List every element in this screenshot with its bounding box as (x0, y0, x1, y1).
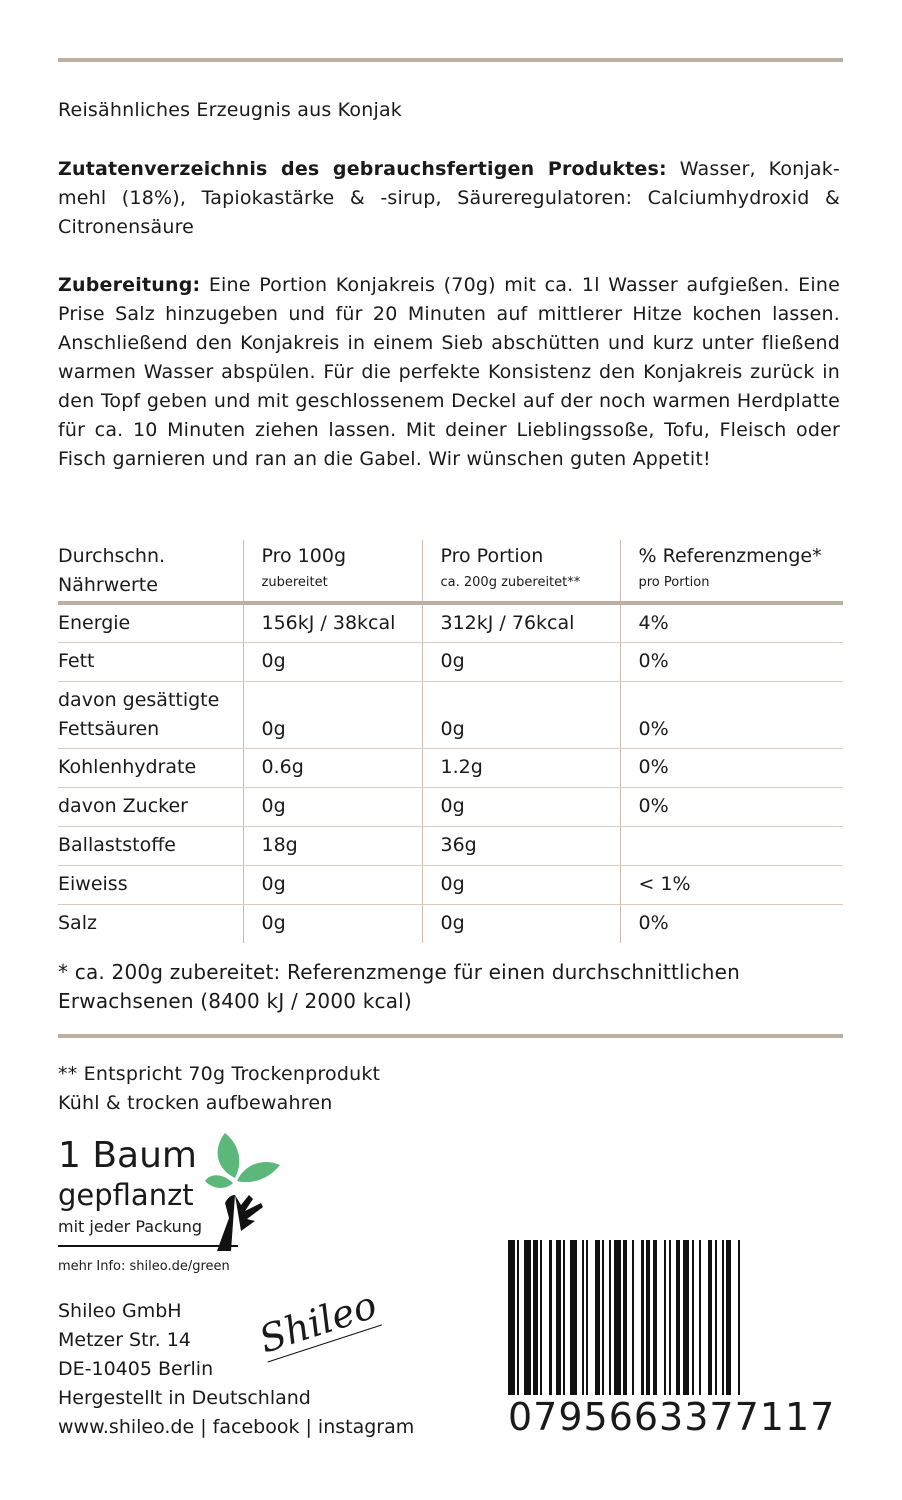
made-in: Hergestellt in Deutschland (58, 1387, 311, 1409)
table-row (58, 865, 843, 904)
tree-info: mehr Info: shileo.de/green (58, 1259, 230, 1274)
bottom-divider (58, 1034, 843, 1038)
top-divider (58, 58, 843, 62)
tree-line1: 1 Baum (58, 1135, 197, 1176)
table-cell: 312kJ / 76kcal (422, 603, 620, 642)
table-cell: 1.2g (422, 748, 620, 787)
barcode-number: 0795663377117 (508, 1395, 836, 1439)
table-cell: Ballaststoffe (58, 826, 243, 865)
table-cell: Kohlenhydrate (58, 748, 243, 787)
header-reference: % Referenzmenge* pro Portion (620, 540, 843, 603)
table-cell: 0g (422, 642, 620, 681)
company-street: Metzer Str. 14 (58, 1329, 191, 1351)
ingredients-label: Zutatenverzeichnis des gebrauchsfertigen Produktes: (58, 158, 667, 180)
hand-leaves-icon (205, 1133, 285, 1251)
header-per-portion: Pro Portion ca. 200g zubereitet** (422, 540, 620, 603)
table-cell: 4% (620, 603, 843, 642)
table-cell: 0g (422, 681, 620, 748)
table-cell: 36g (422, 826, 620, 865)
table-cell: Salz (58, 911, 97, 934)
footnote-reference: * ca. 200g zubereitet: Referenzmenge für einen durchschnittlichen Erwachsenen (8400 kJ / 2000 kcal) (58, 960, 740, 1013)
table-cell: 0% (620, 787, 843, 826)
preparation-text: Eine Portion Konjakreis (70g) mit ca. 1l Wasser aufgießen. Eine Prise Salz hinzugeben und für 20 Minuten auf mittlerer Hitze kochen lassen. Anschließend den Konjakreis in einem Sieb abschütten und kurz unter fließend warmen Wasser abspülen. Für die perfekte Konsistenz den Konjakreis zurück in den Topf geben und mit geschlossenem Deckel auf der noch warmen Herdplatte für ca. 10 Minuten ziehen lassen. Mit deiner Lieblingssoße, Tofu, Fleisch oder Fisch garnieren und ran an die Gabel. Wir wünschen guten Appetit! (58, 274, 840, 470)
tree-line3: mit jeder Packung (58, 1217, 203, 1236)
table-cell: davon gesättigte Fettsäuren (58, 681, 243, 748)
table-row (58, 603, 843, 642)
table-cell: < 1% (620, 865, 843, 904)
table-cell: 0g (422, 787, 620, 826)
preparation (58, 271, 840, 474)
tree-line2: gepflanzt (58, 1178, 194, 1212)
table-cell: 0% (620, 681, 843, 748)
table-cell: 0% (620, 904, 843, 943)
table-cell: 0g (243, 642, 422, 681)
company-name: Shileo GmbH (58, 1300, 182, 1322)
shileo-logo: Shileo (253, 1282, 382, 1362)
footnote-dry-product: ** Entspricht 70g Trockenprodukt (58, 1063, 381, 1085)
nutrition-table (58, 540, 843, 943)
table-cell: 0g (422, 904, 620, 943)
table-cell: 0% (620, 748, 843, 787)
product-name: Reisähnliches Erzeugnis aus Konjak (58, 99, 402, 121)
table-cell: Energie (58, 603, 243, 642)
table-cell: 0g (243, 787, 422, 826)
storage-note: Kühl & trocken aufbewahren (58, 1092, 333, 1114)
table-row (58, 681, 843, 748)
table-cell: 0g (243, 904, 422, 943)
header-nutrients: Durchschn. Nährwerte (58, 540, 243, 603)
table-cell: 0g (243, 681, 422, 748)
ingredients-text: Wasser, Konjak-mehl (18%), Tapiokastärke & -sirup, Säureregulatoren: Calciumhydroxid & Citronensäure (58, 158, 840, 238)
table-cell: 18g (243, 826, 422, 865)
table-row (58, 642, 843, 681)
table-cell: 0g (422, 865, 620, 904)
table-cell: Eiweiss (58, 865, 243, 904)
table-row (58, 904, 843, 943)
table-row (58, 748, 843, 787)
barcode (508, 1240, 808, 1395)
header-per-100g: Pro 100g zubereitet (243, 540, 422, 603)
table-cell: 156kJ / 38kcal (243, 603, 422, 642)
table-cell: davon Zucker (58, 787, 243, 826)
company-links: www.shileo.de | facebook | instagram (58, 1416, 415, 1438)
table-cell: 0g (243, 865, 422, 904)
table-cell: Fett (58, 642, 243, 681)
table-cell: 0% (620, 642, 843, 681)
table-cell: 0.6g (243, 748, 422, 787)
table-row (58, 787, 843, 826)
preparation-label: Zubereitung: (58, 274, 201, 296)
table-cell (620, 826, 843, 865)
company-city: DE-10405 Berlin (58, 1358, 214, 1380)
table-row (58, 826, 843, 865)
ingredients (58, 155, 840, 242)
